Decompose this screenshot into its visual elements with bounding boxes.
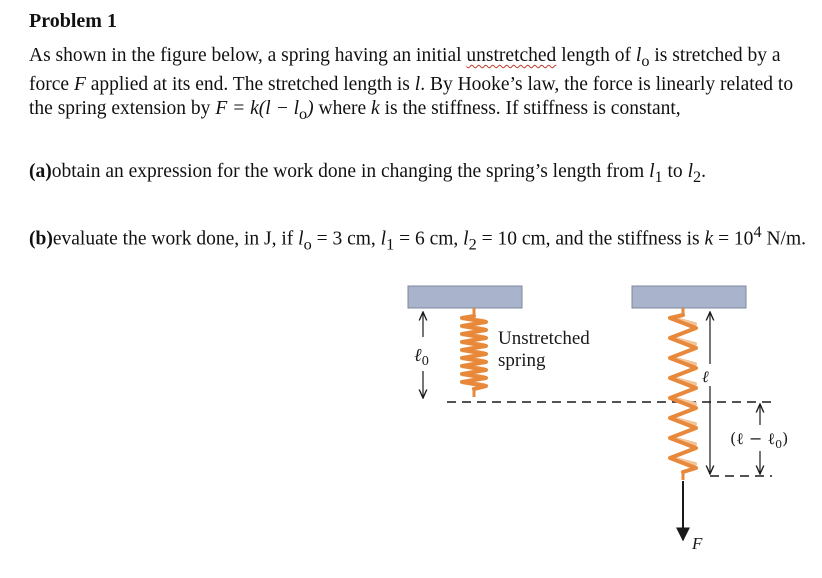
- lo-label: ℓ$_0$: [414, 345, 430, 368]
- spellcheck-word: unstretched: [466, 45, 557, 66]
- unstretched-label-line1: Unstretched: [498, 328, 590, 349]
- unstretched-spring: [462, 308, 486, 397]
- part-b-label: (b): [29, 228, 53, 250]
- part-a-label: (a): [29, 161, 52, 182]
- problem-statement: As shown in the figure below, a spring having an initial unstretched length of $l_o$ is stretched by a force F applied at its end. The stretched length is l. By Hooke’s law, the force is linearly related to the spring extension by $F = k(l - l_o)$ where k is the stiffness. If stiffness is constant,: [29, 45, 794, 123]
- extension-label: (ℓ − ℓ$_0$): [730, 429, 789, 451]
- part-a: (a)obtain an expression for the work done in changing the spring’s length from $l_1$ to $l_2$.: [29, 161, 706, 186]
- ceiling-left: [408, 286, 522, 308]
- part-b: (b)evaluate the work done, in J, if $l_o = 3$ cm, $l_1 = 6$ cm, $l_2 = 10$ cm, and the stiffness is $k = 10^4$ N/m.: [29, 223, 806, 254]
- ceiling-right: [632, 286, 746, 308]
- l-label: ℓ: [702, 367, 709, 386]
- hookes-law-equation: F = k(l − l: [215, 97, 300, 119]
- unstretched-label-line2: spring: [498, 350, 546, 371]
- force-label: F: [692, 534, 703, 553]
- stretched-spring: [670, 308, 696, 480]
- problem-title: Problem 1: [29, 10, 117, 32]
